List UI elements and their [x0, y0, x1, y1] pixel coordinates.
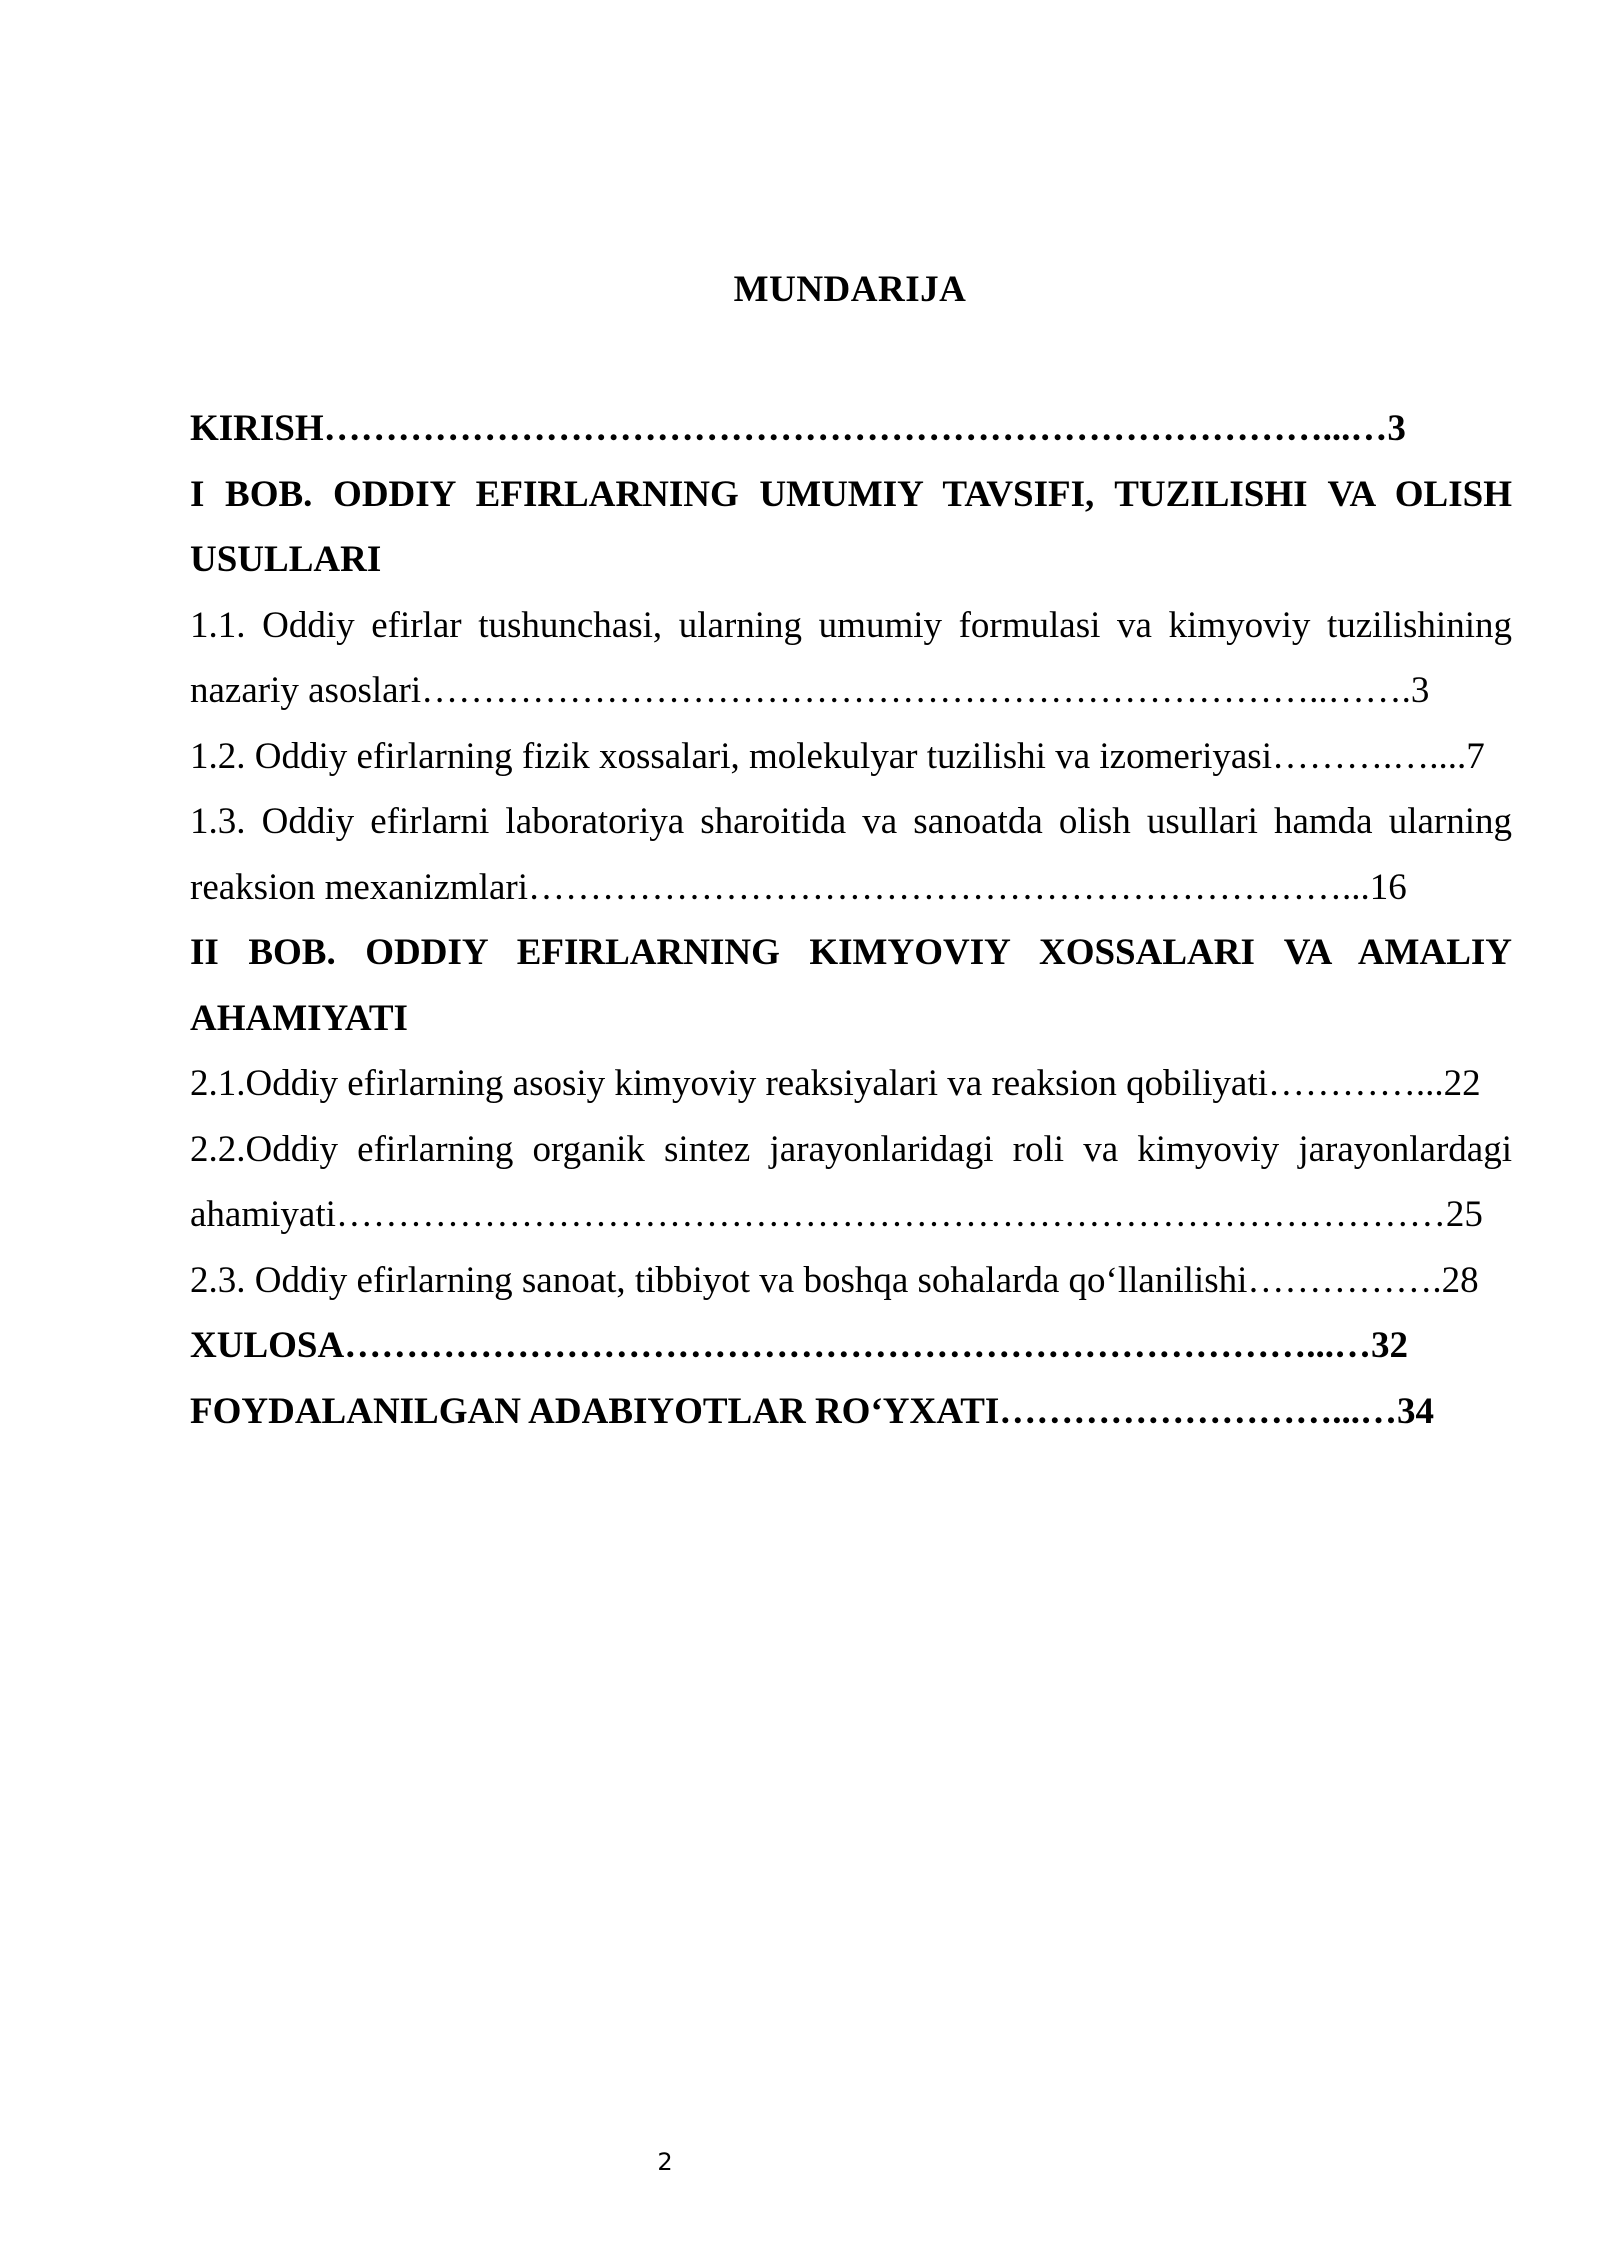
toc-section-2-1: 2.1.Oddiy efirlarning asosiy kimyoviy reaksiyalari va reaksion qobiliyati…………...22 [190, 1063, 1481, 1104]
toc-section-1-1-line2: nazariy asoslari………………………………………………………………..…….3 [190, 670, 1430, 711]
toc-section-1-3-line1: 1.3. Oddiy efirlarni laboratoriya sharoitida va sanoatda olish usullari hamda ularning [190, 801, 1512, 842]
toc-section-1-1-line1: 1.1. Oddiy efirlar tushunchasi, ularning umumiy formulasi va kimyoviy tuzilishining [190, 604, 1512, 646]
toc-section-1-3-line2: reaksion mexanizmlari…………………………………………………………...16 [190, 866, 1407, 908]
toc-entry-kirish: KIRISH………………………………………………………………………...…3 [190, 408, 1406, 449]
table-of-contents [190, 396, 1512, 1444]
toc-section-1-2: 1.2. Oddiy efirlarning fizik xossalari, molekulyar tuzilishi va izomeriyasi……….…....7 [190, 735, 1485, 777]
toc-chapter1-title-line1: I BOB. ODDIY EFIRLARNING UMUMIY TAVSIFI, TUZILISHI VA OLISH [190, 473, 1512, 515]
toc-section-2-2-line1: 2.2.Oddiy efirlarning organik sintez jarayonlaridagi roli va kimyoviy jarayonlardagi [190, 1128, 1512, 1170]
toc-entry-adabiyotlar: FOYDALANILGAN ADABIYOTLAR RO‘YXATI………………………...…34 [190, 1390, 1435, 1432]
toc-chapter2-title-line2: AHAMIYATI [190, 997, 408, 1039]
toc-chapter2-title-line1: II BOB. ODDIY EFIRLARNING KIMYOVIY XOSSALARI VA AMALIY [190, 932, 1512, 973]
toc-chapter1-title-line2: USULLARI [190, 539, 382, 580]
toc-entry-xulosa: XULOSA……………………………………………………………………...…32 [190, 1325, 1408, 1366]
page-title: MUNDARIJA [733, 269, 967, 310]
page-number: 2 [657, 2148, 673, 2176]
toc-section-2-2-line2: ahamiyati………………………………………………………………………………25 [190, 1194, 1483, 1235]
toc-section-2-3: 2.3. Oddiy efirlarning sanoat, tibbiyot va boshqa sohalarda qo‘llanilishi…………….28 [190, 1259, 1479, 1301]
